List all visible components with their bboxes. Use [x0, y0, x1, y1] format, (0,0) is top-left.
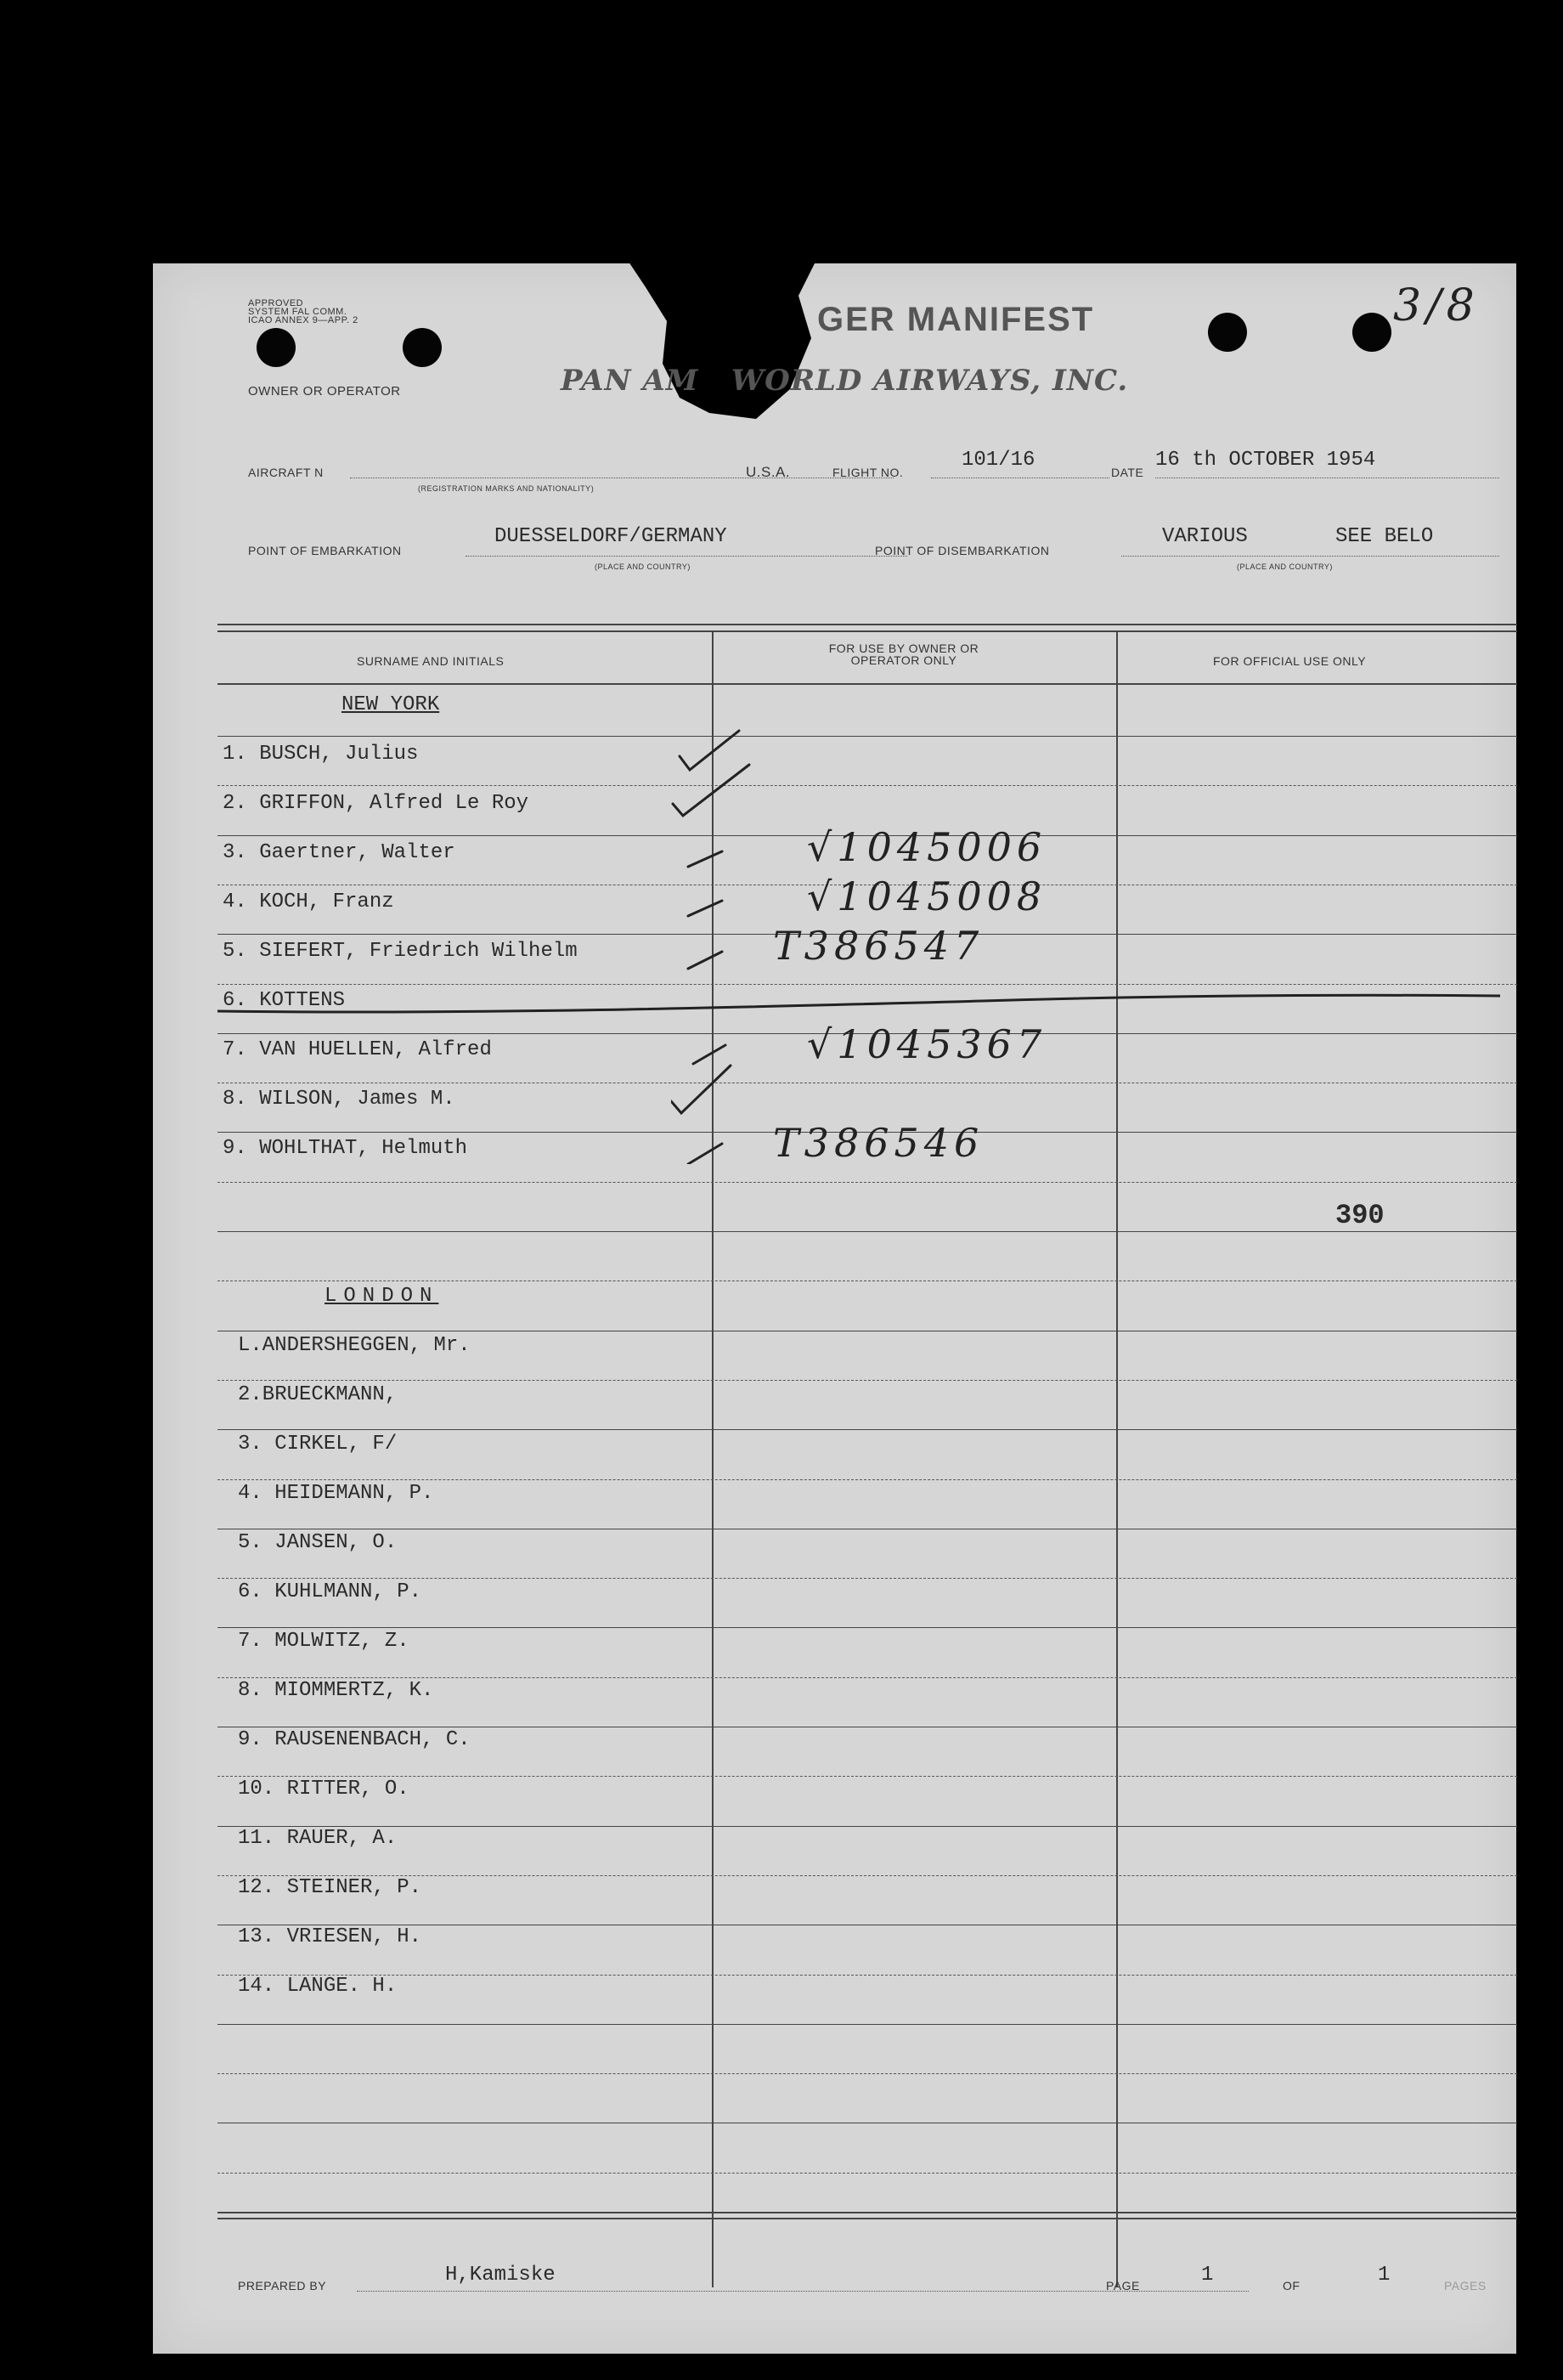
section-heading-london: LONDON [324, 1285, 439, 1308]
form-row-rule [217, 736, 1517, 737]
passenger-entry: 12. STEINER, P. [238, 1876, 422, 1899]
form-row-rule [217, 984, 1517, 985]
punch-hole-right-2 [1352, 313, 1391, 352]
col-owner-header: FOR USE BY OWNER OR OPERATOR ONLY [828, 642, 979, 667]
ticket-mark: √1045008 [807, 873, 1047, 919]
form-row-rule [217, 1479, 1517, 1480]
checkmark-icon [671, 1066, 731, 1113]
form-row-rule [217, 1578, 1517, 1579]
punch-hole-left-1 [257, 328, 296, 367]
page-label: PAGE [1106, 2279, 1140, 2292]
checkmark-icon [688, 952, 722, 969]
ticket-mark: T386546 [773, 1120, 985, 1166]
prepared-by-label: PREPARED BY [238, 2279, 327, 2292]
aircraft-label: AIRCRAFT N [248, 466, 324, 479]
passenger-entry: 4. KOCH, Franz [223, 890, 394, 913]
punch-hole-left-2 [403, 328, 442, 367]
manifest-sheet [153, 263, 1516, 2354]
approved-line: SYSTEM FAL COMM. [248, 307, 347, 317]
corner-note: 3/8 [1393, 280, 1480, 331]
passenger-entry: 7. VAN HUELLEN, Alfred [223, 1038, 492, 1061]
checkmark-icon [688, 1144, 722, 1164]
airline-name: PAN AM WORLD AIRWAYS, INC. [561, 364, 1129, 398]
date-label: DATE [1111, 466, 1144, 479]
approved-line: APPROVED [248, 298, 304, 308]
passenger-entry: 3. CIRKEL, F/ [238, 1433, 398, 1456]
passenger-entry: 10. RITTER, O. [238, 1778, 409, 1801]
passenger-entry: 13. VRIESEN, H. [238, 1925, 422, 1948]
registration-sublabel: (REGISTRATION MARKS AND NATIONALITY) [418, 484, 595, 493]
form-row-rule [217, 2173, 1517, 2174]
official-note: 390 [1335, 1200, 1385, 1231]
torn-paper-area [629, 262, 815, 423]
form-row-rule [217, 1231, 1517, 1232]
approved-stamp [248, 299, 358, 325]
form-row-rule [217, 1677, 1517, 1678]
form-row-rule [217, 1280, 1517, 1281]
checkmark-icon [680, 731, 739, 770]
passenger-entry: 5. SIEFERT, Friedrich Wilhelm [223, 940, 578, 963]
pages-label: PAGES [1444, 2279, 1487, 2292]
passenger-entry: 6. KUHLMANN, P. [238, 1580, 422, 1603]
form-row-rule [217, 785, 1517, 786]
ticket-mark: T386547 [773, 923, 985, 969]
form-row-rule [217, 1627, 1517, 1628]
page-total: 1 [1378, 2264, 1391, 2287]
form-row-rule [217, 1826, 1517, 1827]
passenger-entry: 7. MOLWITZ, Z. [238, 1630, 409, 1653]
checkmark-icons [671, 722, 798, 1164]
passenger-entry: 6. KOTTENS [223, 989, 346, 1012]
col-official-header: FOR OFFICIAL USE ONLY [1213, 654, 1367, 668]
passenger-entry: L.ANDERSHEGGEN, Mr. [238, 1334, 471, 1357]
form-row-rule [217, 1776, 1517, 1777]
passenger-entry: 2. GRIFFON, Alfred Le Roy [223, 792, 529, 815]
disembarkation-place: VARIOUS [1162, 525, 1248, 548]
col-surname-header: SURNAME AND INITIALS [357, 654, 505, 668]
page-number: 1 [1201, 2264, 1214, 2287]
embarkation-sublabel: (PLACE AND COUNTRY) [595, 562, 691, 571]
form-row-rule [217, 1380, 1517, 1381]
flight-number: 101/16 [962, 449, 1035, 472]
disembarkation-sublabel: (PLACE AND COUNTRY) [1237, 562, 1333, 571]
checkmark-icon [688, 851, 722, 867]
manifest-title: GER MANIFEST [817, 301, 1095, 338]
checkmark-icon [673, 765, 749, 816]
passenger-entry: 14. LANGE. H. [238, 1975, 398, 1998]
passenger-entry: 8. WILSON, James M. [223, 1088, 455, 1111]
embarkation-label: POINT OF EMBARKATION [248, 544, 402, 557]
form-row-rule [217, 1429, 1517, 1430]
see-below-note: SEE BELO [1335, 525, 1434, 548]
passenger-entry: 5. JANSEN, O. [238, 1531, 398, 1554]
embarkation-place: DUESSELDORF/GERMANY [494, 525, 727, 548]
passenger-entry: 9. WOHLTHAT, Helmuth [223, 1137, 468, 1160]
form-row-rule [217, 1182, 1517, 1183]
passenger-entry: 2.BRUECKMANN, [238, 1383, 398, 1406]
form-row-rule [217, 1975, 1517, 1976]
approved-line: ICAO ANNEX 9—APP. 2 [248, 315, 358, 325]
passenger-entry: 8. MIOMMERTZ, K. [238, 1679, 434, 1702]
of-label: OF [1283, 2279, 1301, 2292]
form-row-rule [217, 2073, 1517, 2074]
strike-through-line [217, 986, 1500, 1020]
ticket-mark: √1045006 [807, 824, 1047, 870]
passenger-entry: 3. Gaertner, Walter [223, 841, 455, 864]
passenger-entry: 1. BUSCH, Julius [223, 743, 419, 766]
section-heading-new-york: NEW YORK [341, 693, 440, 716]
form-row-rule [217, 2024, 1517, 2025]
checkmark-icon [688, 901, 722, 916]
flight-number-label: FLIGHT NO. [832, 466, 904, 479]
country-label: U.S.A. [746, 464, 791, 480]
punch-hole-right-1 [1208, 313, 1247, 352]
ticket-mark: √1045367 [807, 1021, 1047, 1067]
flight-date: 16 th OCTOBER 1954 [1155, 449, 1376, 472]
passenger-entry: 4. HEIDEMANN, P. [238, 1482, 434, 1505]
passenger-entry: 9. RAUSENENBACH, C. [238, 1728, 471, 1751]
checkmark-icon [693, 1045, 725, 1064]
prepared-by-name: H,Kamiske [445, 2264, 556, 2287]
owner-operator-label: OWNER OR OPERATOR [248, 384, 401, 399]
disembarkation-label: POINT OF DISEMBARKATION [875, 544, 1050, 557]
passenger-entry: 11. RAUER, A. [238, 1827, 398, 1850]
